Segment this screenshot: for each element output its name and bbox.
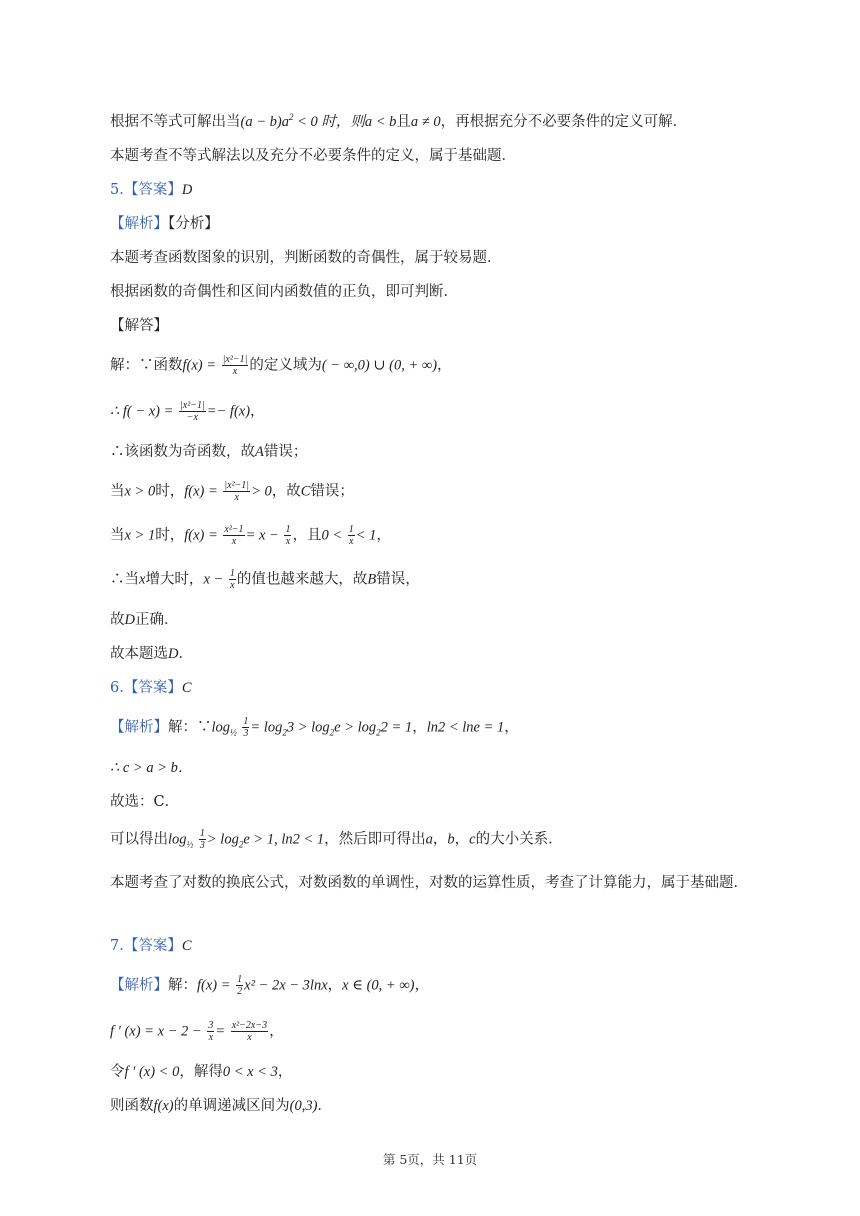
subscript: ½ [230,727,237,738]
fraction [207,1020,214,1043]
analysis-label: 【解析】 [110,216,168,232]
analysis-label: 【解析】 [110,977,168,994]
math: ∴ f( − x) = [110,403,174,420]
math: b [447,831,455,848]
text: 解： [168,977,197,994]
text: ，然后即可得出 [324,831,426,848]
math: f(x) = [197,977,231,994]
math: > 0 [251,483,272,500]
text: ， [269,1023,284,1040]
math: D [124,612,135,628]
q6-s2: ∴ c > a > b． [110,760,193,776]
q5-heading [110,180,780,200]
numerator: 1 [348,524,354,535]
math: x [139,571,146,588]
q6-heading [110,678,780,698]
q7-s4 [110,1096,780,1116]
text: ∴当 [110,571,139,588]
text: 错误， [376,571,420,588]
denominator: −x [186,412,198,423]
q5-analysis-label [110,214,780,234]
text: 正确． [134,612,179,628]
text: ， [504,719,519,736]
math: a < b [364,114,397,130]
q5-s6 [110,568,780,591]
q4-line-1 [110,112,780,132]
math: ( − ∞,0) ∪ (0, + ∞) [321,357,438,374]
text: 时， [155,527,185,544]
text: ，且 [292,527,322,544]
subscript: 2 [329,727,335,738]
q7-s3 [110,1062,780,1082]
denominator: x [234,492,239,503]
q7-s1 [110,974,780,997]
math: = x − [245,527,279,544]
q5-s5 [110,524,780,547]
math: D [168,646,179,662]
answer-heading: 5.【答案】 [110,182,182,198]
denominator: x [208,1032,214,1043]
math: x² − 2x − 3lnx [244,977,328,994]
math: = log [250,719,283,736]
math: =− f(x) [206,403,251,420]
math: 0 < x < 3 [222,1064,278,1080]
page-footer: 第 5页，共 11页 [382,1152,478,1167]
q5-s2 [110,400,780,423]
answer-value: C [181,938,192,954]
text: 解：∵ [168,719,212,736]
q5-jieda: 【解答】 [110,318,168,334]
math: B [367,571,377,588]
subscript: 2 [282,727,287,738]
q6-s5: 本题考查了对数的换底公式，对数函数的单调性，对数的运算性质，考查了计算能力，属于基础题． [110,875,748,891]
denominator: x [232,366,238,377]
text: ， [454,831,470,848]
q5-s3 [110,442,780,462]
q4-line-2: 本题考查不等式解法以及充分不必要条件的定义，属于基础题． [110,148,516,164]
math: f(x) = [184,527,218,544]
math: c [469,831,476,848]
text: 解：∵函数 [110,357,183,374]
text: 的值也越来越大，故 [236,571,368,588]
denominator: x [348,536,354,547]
text: 错误； [263,444,308,460]
denominator: 2 [237,986,243,997]
q5-s8 [110,644,780,664]
fraction [223,480,250,503]
fraction [229,568,236,591]
math: f ′ (x) < 0 [124,1064,180,1080]
math: x > 1 [124,527,156,544]
exponent: 2 [288,112,294,123]
text: 的单调递减区间为 [173,1098,290,1114]
text: 则函数 [110,1098,154,1114]
numerator: 1 [199,828,205,839]
text: 增大时， [145,571,204,588]
subscript: 2 [376,727,381,738]
fraction [222,354,249,377]
subscript: ½ [186,839,194,850]
subscript: 2 [238,839,244,850]
text: ，解得 [179,1064,223,1080]
text: 时， [155,483,185,500]
denominator: x [231,536,237,547]
numerator: 3 [208,1020,214,1031]
q5-s1 [110,354,780,377]
math: x > 0 [124,483,156,500]
math: x − [203,571,224,588]
math: A [255,444,264,460]
math: x ∈ (0, + ∞) [342,977,415,994]
q5-s4 [110,480,780,503]
fraction [284,524,291,547]
math: (0,3) [289,1098,318,1114]
text: 错误； [310,483,354,500]
denominator: x [230,580,235,591]
q7-s2 [110,1020,780,1043]
math: a ≠ 0 [410,114,441,130]
math: ln2 < lne = 1 [426,719,505,736]
numerator: |x²−1| [224,480,250,491]
denominator: x [285,536,291,547]
text: 令 [110,1064,125,1080]
q6-s1 [110,716,780,739]
math: 2 = 1 [380,719,413,736]
text: ， [376,527,391,544]
math: log [168,831,187,848]
fraction [242,716,249,739]
answer-heading: 6.【答案】 [110,680,182,696]
fraction [199,828,206,851]
text: ， [277,1064,293,1080]
numerator: x²−2x−3 [231,1020,268,1031]
numerator: |x²−1| [222,354,248,365]
fraction [236,974,243,997]
q7-heading [110,936,780,956]
fraction [179,400,206,423]
q5-p1: 本题考查函数图象的识别，判断函数的奇偶性，属于较易题． [110,250,502,266]
text: ． [317,1098,332,1114]
text: 的大小关系． [475,831,563,848]
math: f(x) [153,1098,174,1114]
math: < 1 [355,527,377,544]
text: 的定义域为 [249,357,322,374]
fraction [223,524,244,547]
math: C [300,483,311,500]
q5-p2: 根据函数的奇偶性和区间内函数值的正负，即可判断． [110,284,458,300]
text: 且 [396,114,411,130]
math: f(x) = [182,357,217,374]
fraction [231,1020,268,1043]
denominator: 3 [243,728,249,739]
text: ，故 [271,483,301,500]
q5-s7 [110,610,780,630]
fraction [348,524,355,547]
numerator: 1 [229,568,235,579]
math: f ′ (x) = x − 2 − [110,1023,202,1040]
math: e > 1, ln2 < 1 [243,831,325,848]
text: ∴该函数为奇函数，故 [110,444,255,460]
math: 0 < [321,527,343,544]
math: < 0 时，则 [293,114,365,130]
text: 可以得出 [110,831,168,848]
math: = [215,1023,226,1040]
numerator: |x²−1| [180,400,205,411]
numerator: 1 [237,974,243,985]
math: e > log [334,719,377,736]
text: 根据不等式可解出当 [110,114,241,130]
answer-heading: 7.【答案】 [110,938,182,954]
text: ， [432,831,448,848]
text: ， [250,403,265,420]
text: ． [178,646,193,662]
text: 当 [110,527,125,544]
denominator: 3 [199,840,205,851]
numerator: 1 [243,716,249,727]
text: ， [414,977,429,994]
q6-s3: 故选：C． [110,794,180,810]
text: ， [412,719,427,736]
math: log [211,719,231,736]
text: ， [327,977,343,994]
analysis-label: 【解析】 [110,719,168,736]
math: 3 > log [286,719,330,736]
math: f(x) = [184,483,218,500]
numerator: x²−1 [224,524,244,535]
denominator: x [247,1032,252,1043]
math: a [425,831,433,848]
answer-value: C [181,680,192,696]
math: (a − b)a [240,114,289,130]
answer-value: D [181,182,193,198]
fenxi-label: 【分析】 [168,216,219,232]
q6-s4 [110,828,780,851]
text: 故本题选 [110,646,168,662]
text: ， [437,357,452,374]
math: > log [206,831,239,848]
text: 故 [110,612,125,628]
numerator: 1 [285,524,291,535]
text: ，再根据充分不必要条件的定义可解． [440,114,688,130]
text: 当 [110,483,125,500]
